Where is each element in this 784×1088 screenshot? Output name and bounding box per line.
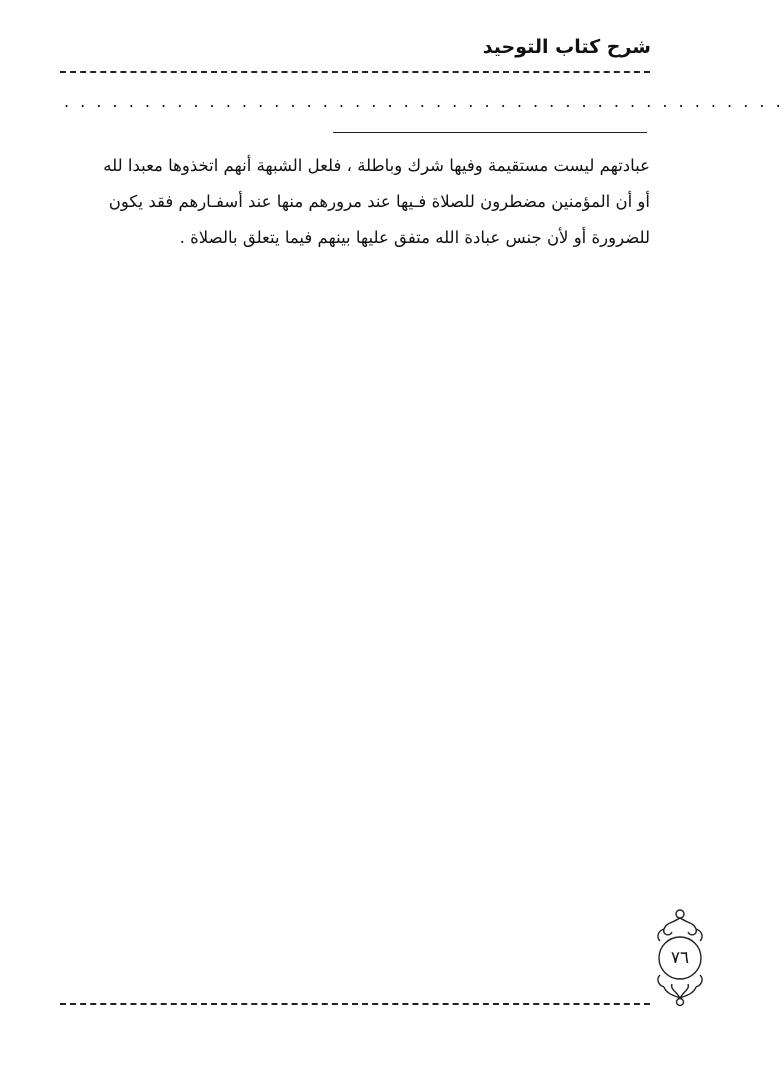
body-line-2: أو أن المؤمنين مضطرون للصلاة فـيها عند مرورهم منها عند أسفـارهم فقد يكون: [108, 192, 650, 211]
page-number: ٧٦: [670, 948, 690, 968]
dotted-separator: . . . . . . . . . . . . . . . . . . . . . . . . . . . . . . . . . . . . . . . . . . . . .: [64, 92, 784, 111]
footer-rule: [60, 1003, 650, 1005]
running-header-title: شرح كتاب التوحيد: [482, 36, 651, 58]
body-paragraph: [56, 148, 650, 256]
body-line-3: للضرورة أو لأن جنس عبادة الله متفق عليها بينهم فيما يتعلق بالصلاة .: [179, 228, 650, 247]
header-rule: [60, 71, 650, 73]
body-line-1: عبادتهم ليست مستقيمة وفيها شرك وباطلة ، فلعل الشبهة أنهم اتخذوها معبدا لله: [103, 156, 650, 175]
section-rule: [333, 132, 647, 133]
